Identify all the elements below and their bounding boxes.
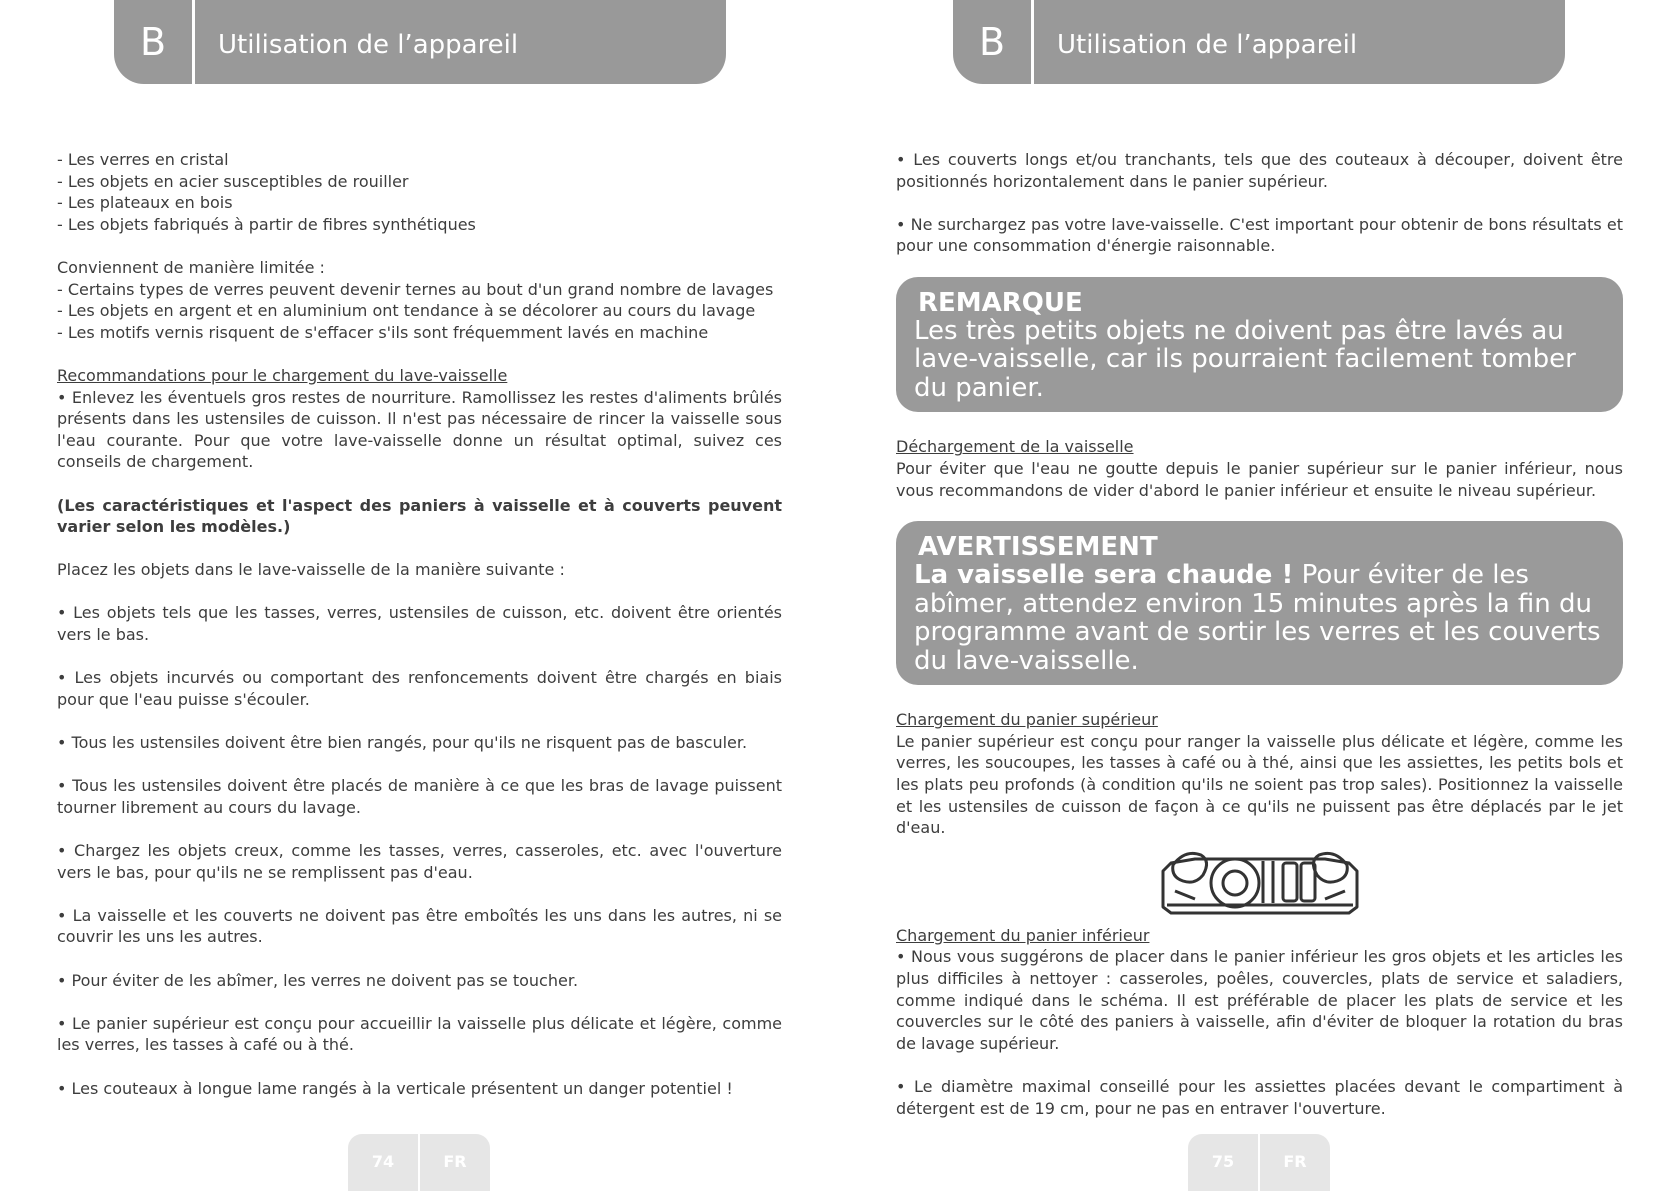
header-divider — [1031, 0, 1034, 84]
avertissement-body — [914, 561, 1603, 675]
bullet-item: • Le panier supérieur est conçu pour accueillir la vaisselle plus délicate et légère, comme les verres, les tasses à café ou à thé. — [57, 1013, 782, 1055]
bullet-item: • Les objets incurvés ou comportant des renfoncements doivent être chargés en biais pour que l'eau puisse s'écouler. — [57, 668, 782, 709]
language-code: FR — [420, 1134, 490, 1191]
lower-basket-heading: Chargement du panier inférieur — [896, 925, 1150, 945]
avertissement-text: Pour éviter de les abîmer, attendez environ 15 minutes après la fin du programme avant de sortir les verres et les couverts du lave-vaisselle. — [914, 560, 1601, 676]
bullet-item: • Les couteaux à longue lame rangés à la verticale présentent un danger potentiel ! — [57, 1078, 733, 1098]
remarque-body: Les très petits objets ne doivent pas être lavés au lave-vaisselle, car ils pourraient facilement tomber du panier. — [914, 315, 1576, 403]
place-intro: Placez les objets dans le lave-vaisselle de la manière suivante : — [57, 560, 565, 580]
recommend-heading: Recommandations pour le chargement du lave-vaisselle — [57, 365, 508, 385]
remarque-title: REMARQUE — [918, 287, 1083, 318]
bullet-item: • Ne surchargez pas votre lave-vaisselle. C'est important pour obtenir de bons résultats et pour une consommation d'énergie raisonnable. — [896, 214, 1623, 256]
right-content — [896, 149, 1623, 1119]
remarque-box — [896, 277, 1623, 413]
avertissement-bold: La vaisselle sera chaude ! — [914, 560, 1294, 591]
header-divider — [192, 0, 195, 84]
page-number: 75 — [1188, 1134, 1258, 1191]
unsuitable-item: - Les objets fabriqués à partir de fibres synthétiques — [57, 214, 476, 234]
upper-basket-text: Le panier supérieur est conçu pour ranger la vaisselle plus délicate et légère, comme les verres, les soucoupes, les tasses à café ou à thé, ainsi que les assiettes, les petits bols et les plats peu profonds (à condition qu'ils ne soient pas trop sales). Positionnez la vaisselle et les ustensiles de cuisson de façon à ce qu'ils ne puissent pas être déplacés par le jet d'eau. — [896, 731, 1623, 838]
page-number: 74 — [348, 1134, 418, 1191]
section-header — [953, 0, 1565, 84]
bullet-item: • Les couverts longs et/ou tranchants, tels que des couteaux à découper, doivent être positionnés horizontalement dans le panier supérieur. — [896, 150, 1623, 191]
limited-item: - Les objets en argent et en aluminium ont tendance à se décolorer au cours du lavage — [57, 301, 756, 321]
section-title: Utilisation de l’appareil — [218, 30, 519, 60]
limited-item: - Certains types de verres peuvent devenir ternes au bout d'un grand nombre de lavages — [57, 279, 774, 299]
bold-note: (Les caractéristiques et l'aspect des paniers à vaisselle et à couverts peuvent varier selon les modèles.) — [57, 495, 782, 537]
unsuitable-item: - Les objets en acier susceptibles de rouiller — [57, 171, 409, 191]
limited-item: - Les motifs vernis risquent de s'effacer s'ils sont fréquemment lavés en machine — [57, 322, 709, 342]
limited-heading: Conviennent de manière limitée : — [57, 257, 325, 277]
bullet-item: • Chargez les objets creux, comme les tasses, verres, casseroles, etc. avec l'ouverture vers le bas, pour qu'ils ne se remplissent pas d'eau. — [57, 841, 782, 882]
avertissement-box — [896, 521, 1623, 685]
lower-basket-text: • Le diamètre maximal conseillé pour les assiettes placées devant le compartiment à détergent est de 19 cm, pour ne pas en entraver l'ouverture. — [896, 1076, 1623, 1118]
unload-heading: Déchargement de la vaisselle — [896, 437, 1134, 457]
right-page — [839, 0, 1678, 1191]
upper-basket-heading: Chargement du panier supérieur — [896, 710, 1158, 730]
section-title: Utilisation de l’appareil — [1057, 30, 1358, 60]
recommend-text: • Enlevez les éventuels gros restes de nourriture. Ramollissez les restes d'aliments brûlés présents dans les ustensiles de cuisson. Il n'est pas nécessaire de rincer la vaisselle sous l'eau courante. Pour que votre lave-vaisselle donne un résultat optimal, suivez ces conseils de chargement. — [57, 387, 782, 472]
section-letter: B — [139, 20, 167, 64]
upper-basket-illustration — [1155, 841, 1365, 917]
bullet-item: • La vaisselle et les couverts ne doivent pas être emboîtés les uns dans les autres, ni se couvrir les uns les autres. — [57, 905, 782, 947]
unload-text: Pour éviter que l'eau ne goutte depuis le panier supérieur sur le panier inférieur, nous vous recommandons de vider d'abord le panier inférieur et ensuite le niveau supérieur. — [896, 459, 1623, 500]
bullet-item: • Pour éviter de les abîmer, les verres ne doivent pas se toucher. — [57, 970, 579, 990]
section-letter: B — [978, 20, 1006, 64]
section-header — [114, 0, 726, 84]
lower-basket-text: • Nous vous suggérons de placer dans le panier inférieur les gros objets et les articles les plus difficiles à nettoyer : casseroles, poêles, couvercles, plats de service et saladiers, comme indiqué dans le schéma. Il est préférable de placer les plats de service et les couvercles sur le côté des paniers à vaisselle, afin d'éviter de bloquer la rotation du bras de lavage supérieur. — [896, 947, 1623, 1053]
left-content — [57, 149, 782, 1099]
bullet-item: • Tous les ustensiles doivent être bien rangés, pour qu'ils ne risquent pas de basculer. — [57, 733, 748, 753]
bullet-item: • Les objets tels que les tasses, verres, ustensiles de cuisson, etc. doivent être orientés vers le bas. — [57, 603, 782, 645]
unsuitable-item: - Les verres en cristal — [57, 150, 229, 169]
bullet-item: • Tous les ustensiles doivent être placés de manière à ce que les bras de lavage puissent tourner librement au cours du lavage. — [57, 776, 782, 817]
avertissement-title: AVERTISSEMENT — [918, 532, 1158, 563]
language-code: FR — [1260, 1134, 1330, 1191]
unsuitable-item: - Les plateaux en bois — [57, 193, 233, 213]
